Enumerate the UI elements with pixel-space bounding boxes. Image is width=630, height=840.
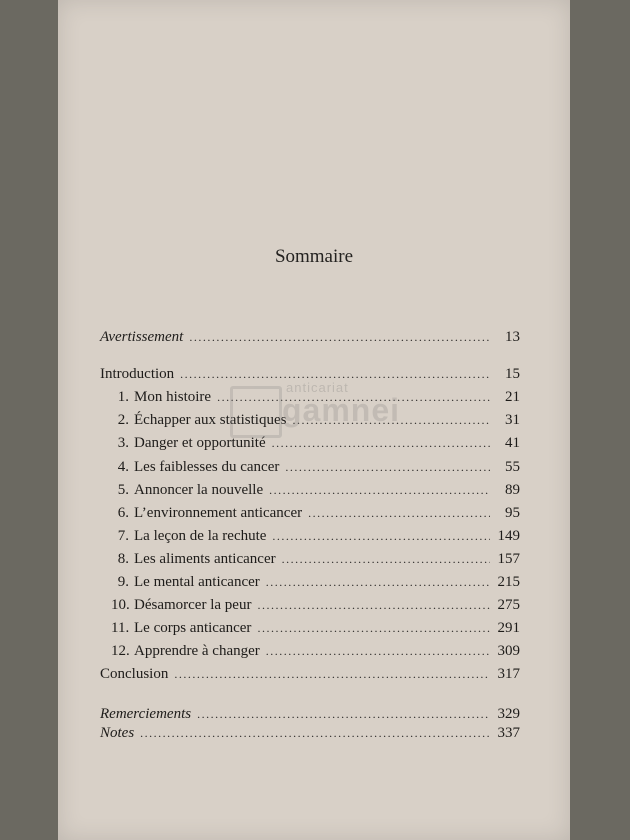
toc-row-chapter — [111, 409, 520, 431]
toc-label: Désamorcer la peur — [134, 597, 252, 613]
toc-chapter-number: 7. — [117, 528, 129, 544]
toc-chapter-number: 2. — [117, 412, 129, 428]
book-page — [58, 0, 570, 840]
toc-row-chapter — [111, 571, 520, 593]
toc-row-chapter — [111, 479, 520, 501]
toc-chapter-number: 10. — [111, 597, 130, 613]
toc-label: Danger et opportunité — [134, 435, 266, 451]
toc-row-chapter — [111, 548, 520, 570]
toc-page-number: 13 — [505, 329, 520, 345]
toc-chapter-number: 1. — [117, 389, 129, 405]
toc-row-chapter — [111, 386, 520, 408]
toc-leader-dots — [140, 722, 490, 744]
toc-row-avertissement — [100, 326, 520, 348]
watermark-text-top: anticariat — [286, 380, 349, 395]
toc-row-chapter — [111, 594, 520, 616]
toc-leader-dots — [285, 456, 490, 478]
toc-chapter-number: 9. — [117, 574, 129, 590]
toc-leader-dots — [257, 594, 490, 616]
toc-label: Les faiblesses du cancer — [134, 459, 280, 475]
toc-label: Conclusion — [100, 666, 169, 682]
toc-leader-dots — [269, 479, 490, 501]
toc-label: L’environnement anticancer — [134, 505, 303, 521]
toc-leader-dots — [174, 663, 490, 685]
toc-page-number: 317 — [497, 666, 520, 682]
toc-row-introduction — [100, 363, 520, 385]
toc-page-number: 15 — [505, 366, 520, 382]
toc-leader-dots — [217, 386, 490, 408]
toc-label: Les aliments anticancer — [134, 551, 276, 567]
toc-label: Avertissement — [100, 329, 184, 345]
toc-leader-dots — [272, 525, 490, 547]
toc-label: Apprendre à changer — [134, 643, 260, 659]
toc-chapter-number: 3. — [117, 435, 129, 451]
toc-label: La leçon de la rechute — [134, 528, 267, 544]
toc-label: Le corps anticancer — [134, 620, 252, 636]
toc-chapter-number: 12. — [111, 643, 130, 659]
toc-row-notes — [100, 722, 520, 744]
page-title: Sommaire — [274, 246, 354, 267]
toc-page-number: 149 — [497, 528, 520, 544]
toc-page-number: 337 — [497, 725, 520, 741]
toc-leader-dots — [308, 502, 490, 524]
toc-leader-dots — [272, 432, 490, 454]
toc-leader-dots — [257, 617, 490, 639]
toc-label: Le mental anticancer — [134, 574, 260, 590]
toc-page-number: 21 — [505, 389, 520, 405]
toc-label: Mon histoire — [134, 389, 212, 405]
toc-row-chapter — [111, 456, 520, 478]
toc-page-number: 41 — [505, 435, 520, 451]
toc-row-chapter — [111, 617, 520, 639]
toc-page-number: 291 — [497, 620, 520, 636]
toc-row-chapter — [111, 640, 520, 662]
toc-leader-dots — [189, 326, 490, 348]
toc-leader-dots — [266, 640, 490, 662]
toc-row-chapter — [111, 432, 520, 454]
toc-label: Échapper aux statistiques — [134, 412, 287, 428]
toc-chapter-number: 4. — [117, 459, 129, 475]
toc-label: Annoncer la nouvelle — [134, 482, 264, 498]
toc-leader-dots — [266, 571, 490, 593]
toc-chapter-number: 11. — [111, 620, 130, 636]
toc-chapter-number: 5. — [117, 482, 129, 498]
toc-page-number: 95 — [505, 505, 520, 521]
toc-leader-dots — [292, 409, 490, 431]
toc-page-number: 157 — [497, 551, 520, 567]
toc-chapter-number: 6. — [117, 505, 129, 521]
toc-row-conclusion — [100, 663, 520, 685]
table-of-contents — [58, 0, 570, 840]
toc-row-chapter — [111, 525, 520, 547]
toc-page-number: 309 — [497, 643, 520, 659]
toc-page-number: 329 — [497, 706, 520, 722]
toc-leader-dots — [180, 363, 490, 385]
toc-row-chapter — [111, 502, 520, 524]
toc-leader-dots — [282, 548, 490, 570]
toc-page-number: 215 — [497, 574, 520, 590]
toc-page-number: 89 — [505, 482, 520, 498]
toc-page-number: 31 — [505, 412, 520, 428]
toc-page-number: 275 — [497, 597, 520, 613]
toc-label: Notes — [100, 725, 135, 741]
toc-label: Remerciements — [100, 706, 192, 722]
toc-page-number: 55 — [505, 459, 520, 475]
toc-label: Introduction — [100, 366, 175, 382]
watermark-text-main: gamnei — [282, 392, 401, 428]
toc-chapter-number: 8. — [117, 551, 129, 567]
